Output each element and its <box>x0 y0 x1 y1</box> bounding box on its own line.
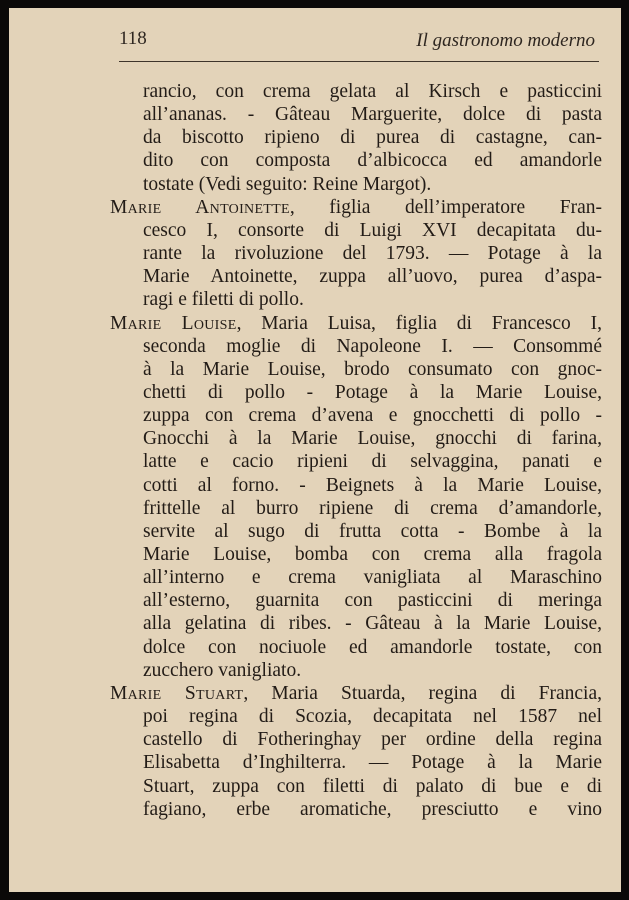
line-text: alla gelatina di ribes. - Gâteau à la Marie Louise, <box>143 613 602 635</box>
line-text: da biscotto ripieno di purea di castagne, can- <box>143 127 602 149</box>
entry-term: Marie Antoinette <box>110 196 290 218</box>
line-text: poi regina di Scozia, decapitata nel 1587 nel <box>143 706 602 728</box>
line-text: castello di Fotheringhay per ordine della regina <box>143 729 602 751</box>
text-line <box>143 381 602 405</box>
page-body <box>9 80 621 892</box>
entry-term: Marie Louise <box>110 312 237 334</box>
text-line <box>143 149 602 173</box>
text-line <box>143 705 602 729</box>
text-line <box>143 751 602 775</box>
text-line <box>143 636 602 660</box>
running-title: Il gastronomo moderno <box>416 30 595 51</box>
line-text: , figlia dell’imperatore Fran- <box>289 196 602 218</box>
page-header <box>119 28 601 54</box>
line-text: Elisabetta d’Inghilterra. — Potage à la Marie <box>143 752 602 774</box>
text-line <box>143 775 602 799</box>
line-text: zucchero vanigliato. <box>143 659 302 681</box>
entry-term: Marie Stuart <box>110 682 244 704</box>
text-line <box>143 242 602 266</box>
line-text: frittelle al burro ripiene di crema d’amandorle, <box>143 497 602 519</box>
text-line <box>143 612 602 636</box>
line-text: zuppa con crema d’avena e gnocchetti di pollo - <box>143 405 602 427</box>
text-line <box>143 80 602 104</box>
line-text: chetti di pollo - Potage à la Marie Louise, <box>143 381 602 403</box>
line-text: all’esterno, guarnita con pasticcini di meringa <box>143 590 602 612</box>
line-text: dolce con nociuole ed amandorle tostate, con <box>143 636 602 658</box>
line-text: à la Marie Louise, brodo consumato con gnoc- <box>143 358 602 380</box>
line-text: servite al sugo di frutta cotta - Bombe à la <box>143 520 602 542</box>
line-text: Marie Antoinette, zuppa all’uovo, purea d’aspa- <box>143 266 602 288</box>
text-line <box>143 265 602 289</box>
text-line <box>143 404 602 428</box>
text-line <box>143 474 602 498</box>
line-text: Gnocchi à la Marie Louise, gnocchi di farina, <box>143 428 602 450</box>
line-text: , Maria Stuarda, regina di Francia, <box>243 682 602 704</box>
line-text: latte e cacio ripieni di selvaggina, panati e <box>143 451 602 473</box>
text-line <box>143 103 602 127</box>
text-line <box>143 427 602 451</box>
text-line <box>143 659 602 683</box>
text-line <box>143 335 602 359</box>
text-line <box>143 520 602 544</box>
line-text: rancio, con crema gelata al Kirsch e pasticcini <box>143 81 602 102</box>
text-line <box>143 450 602 474</box>
text-line <box>143 566 602 590</box>
line-text: Marie Louise, bomba con crema alla fragola <box>143 544 602 565</box>
line-text: dito con composta d’albicocca ed amandorle <box>143 150 602 172</box>
entry-heading-line <box>110 682 602 706</box>
text-line <box>143 126 602 150</box>
line-text: all’interno e crema vanigliata al Maraschino <box>143 567 602 589</box>
line-text: fagiano, erbe aromatiche, presciutto e vino <box>143 798 602 820</box>
text-line <box>143 589 602 613</box>
line-text: seconda moglie di Napoleone I. — Consommé <box>143 335 602 357</box>
text-line <box>143 173 602 197</box>
text-line <box>143 288 602 312</box>
line-text: ragi e filetti di pollo. <box>143 289 304 311</box>
entry-heading-line <box>110 196 602 220</box>
line-text: , Maria Luisa, figlia di Francesco I, <box>236 312 602 334</box>
line-text: all’ananas. - Gâteau Marguerite, dolce di pasta <box>143 104 602 126</box>
line-text: Stuart, zuppa con filetti di palato di bue e di <box>143 775 602 797</box>
entry-heading-line <box>110 312 602 336</box>
text-line <box>143 728 602 752</box>
text-line <box>143 543 602 567</box>
book-page <box>9 8 621 892</box>
line-text: cotti al forno. - Beignets à la Marie Louise, <box>143 474 602 496</box>
text-line <box>143 497 602 521</box>
line-text: cesco I, consorte di Luigi XVI decapitata du- <box>143 219 602 241</box>
text-line <box>143 358 602 382</box>
text-line <box>143 798 602 822</box>
page-number: 118 <box>119 28 147 49</box>
text-line <box>143 219 602 243</box>
line-text: tostate (Vedi seguito: Reine Margot). <box>143 173 432 195</box>
line-text: rante la rivoluzione del 1793. — Potage à la <box>143 243 602 265</box>
header-rule <box>119 61 599 62</box>
